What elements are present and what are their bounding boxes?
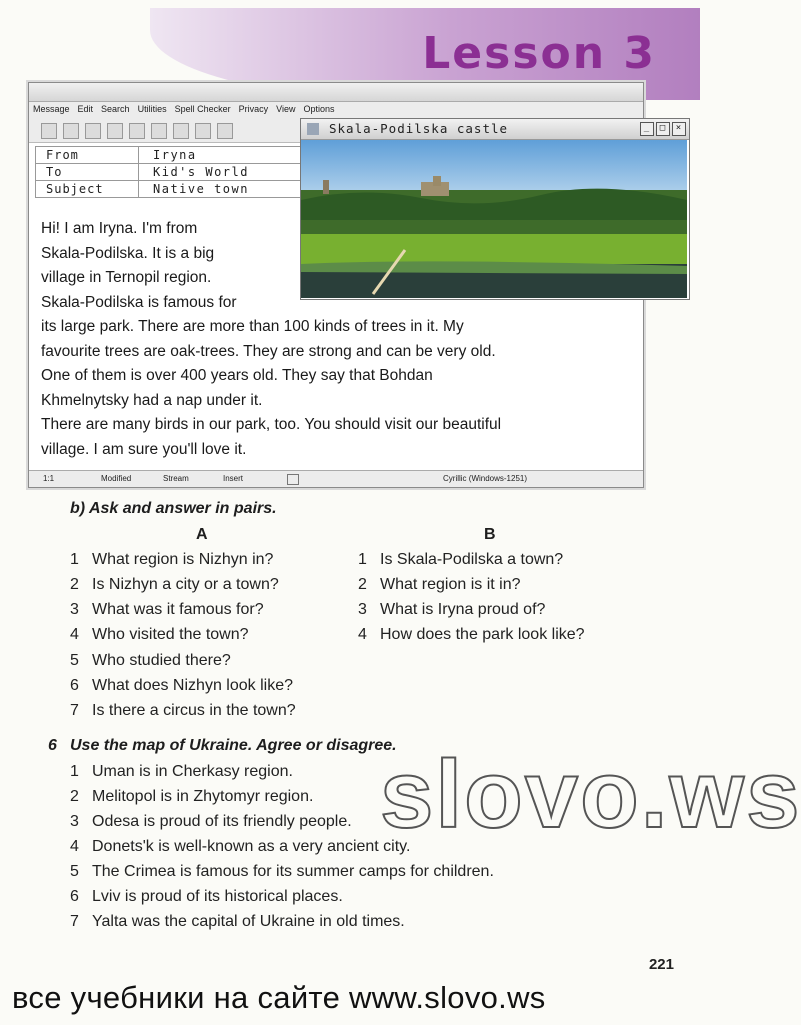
exercise-6-title <box>48 737 397 755</box>
menu-view[interactable]: View <box>276 104 296 114</box>
subject-row <box>35 180 301 198</box>
letter-line: Skala-Podilska is famous for <box>41 293 237 311</box>
question-b: 3 What is Iryna proud of? <box>358 601 546 618</box>
address-book-icon[interactable] <box>217 123 233 139</box>
watermark: slovo.ws <box>380 741 801 848</box>
window-titlebar <box>29 83 643 102</box>
statement-item: 2 Melitopol is in Zhytomyr region. <box>70 788 314 805</box>
status-modified: Modified <box>101 474 132 483</box>
question-b: 1 Is Skala-Podilska a town? <box>358 551 564 568</box>
column-a-heading: A <box>196 526 208 543</box>
subject-field[interactable]: Native town <box>153 182 249 196</box>
to-field[interactable]: Kid's World <box>153 165 249 179</box>
letter-line: favourite trees are oak-trees. They are strong and can be very old. <box>41 342 496 360</box>
attach-icon[interactable] <box>63 123 79 139</box>
status-insert: Insert <box>223 474 244 483</box>
castle-photo <box>301 140 687 298</box>
photo-titlebar <box>301 119 689 140</box>
subject-label: Subject <box>36 181 139 197</box>
statement-item: 6 Lviv is proud of its historical places. <box>70 888 343 905</box>
from-row <box>35 146 301 163</box>
question-a: 4 Who visited the town? <box>70 626 249 643</box>
question-a: 7 Is there a circus in the town? <box>70 702 296 719</box>
statement-item: 5 The Crimea is famous for its summer camps for children. <box>70 863 494 880</box>
delete-icon[interactable] <box>85 123 101 139</box>
letter-line: Skala-Podilska. It is a big <box>41 244 215 262</box>
letter-line: village. I am sure you'll love it. <box>41 440 247 458</box>
menu-privacy[interactable]: Privacy <box>238 104 269 114</box>
paste-icon[interactable] <box>195 123 211 139</box>
forward-icon[interactable] <box>151 123 167 139</box>
exercise-6-instructions: Use the map of Ukraine. Agree or disagree. <box>70 737 397 754</box>
to-label: To <box>36 164 139 180</box>
photo-window <box>300 118 690 300</box>
menu-spell-checker[interactable]: Spell Checker <box>174 104 231 114</box>
copy-icon[interactable] <box>173 123 189 139</box>
reply-icon[interactable] <box>129 123 145 139</box>
status-stream: Stream <box>163 474 189 483</box>
send-icon[interactable] <box>41 123 57 139</box>
message-header <box>35 146 301 198</box>
close-icon[interactable]: × <box>672 122 686 136</box>
photo-title: Skala-Podilska castle <box>329 121 509 136</box>
from-label: From <box>36 147 139 163</box>
question-a: 1 What region is Nizhyn in? <box>70 551 274 568</box>
status-icon <box>287 474 299 485</box>
window-app-icon <box>307 123 319 135</box>
status-encoding: Cyrillic (Windows-1251) <box>443 474 528 483</box>
menu-edit[interactable]: Edit <box>77 104 94 114</box>
status-bar <box>29 470 643 487</box>
question-a: 5 Who studied there? <box>70 652 231 669</box>
question-a: 3 What was it famous for? <box>70 601 264 618</box>
status-position: 1:1 <box>43 474 55 483</box>
save-icon[interactable] <box>107 123 123 139</box>
letter-line: its large park. There are more than 100 kinds of trees in it. My <box>41 318 464 335</box>
question-a: 6 What does Nizhyn look like? <box>70 677 293 694</box>
menu-search[interactable]: Search <box>101 104 130 114</box>
statement-item: 7 Yalta was the capital of Ukraine in old times. <box>70 913 405 930</box>
statement-item: 4 Donets'k is well-known as a very ancient city. <box>70 838 411 855</box>
column-b-heading: B <box>484 526 496 543</box>
lesson-title: Lesson 3 <box>422 28 656 79</box>
letter-line: village in Ternopil region. <box>41 269 212 286</box>
maximize-icon[interactable]: □ <box>656 122 670 136</box>
question-b: 4 How does the park look like? <box>358 626 585 643</box>
page-number: 221 <box>648 956 674 973</box>
menu-message[interactable]: Message <box>33 104 70 114</box>
letter-line: One of them is over 400 years old. They say that Bohdan <box>41 367 433 384</box>
letter-line: Hi! I am Iryna. I'm from <box>41 220 198 237</box>
statement-item: 1 Uman is in Cherkasy region. <box>70 763 293 780</box>
statement-item: 3 Odesa is proud of its friendly people. <box>70 813 352 830</box>
letter-line: Khmelnytsky had a nap under it. <box>41 391 263 409</box>
exercise-number: 6 <box>48 737 57 754</box>
to-row <box>35 163 301 180</box>
section-b-title: b) Ask and answer in pairs. <box>70 500 277 517</box>
menu-utilities[interactable]: Utilities <box>137 104 167 114</box>
minimize-icon[interactable]: _ <box>640 122 654 136</box>
letter-line: There are many birds in our park, too. You should visit our beautiful <box>41 416 502 433</box>
menu-options[interactable]: Options <box>303 104 335 114</box>
from-field[interactable]: Iryna <box>153 148 197 162</box>
question-b: 2 What region is it in? <box>358 576 521 593</box>
question-a: 2 Is Nizhyn a city or a town? <box>70 576 279 593</box>
footer-text: все учебники на сайте www.slovo.ws <box>12 980 546 1015</box>
